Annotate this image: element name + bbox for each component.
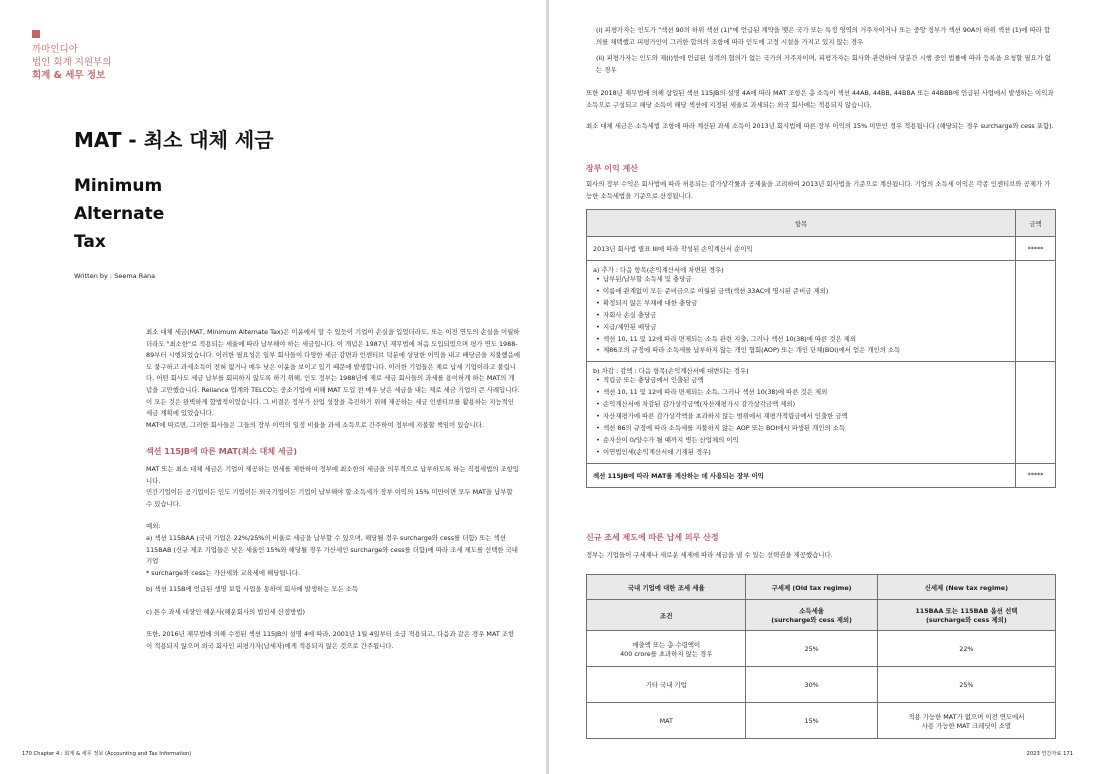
brand-square-icon (32, 30, 40, 38)
old-rate-cell: 25% (746, 631, 877, 667)
section-paragraph-2: 민간기업이든 공기업이든 인도 기업이든 외국기업이든 기업이 납부해야 할 소득세가 장부 이익의 15% 미만이면 모두 MAT을 납부할 수 있습니다. (146, 488, 513, 508)
paragraph-rate (586, 121, 1056, 133)
new-regime-paragraph-text: 정부는 기업들이 구세제나 새로운 세제에 따라 세금을 낼 수 있는 선택권을 제공했습니다. (586, 551, 833, 559)
book-profit-paragraph-text: 회사의 장부 수익은 회사법에 따라 허용되는 감가상각률과 공제율을 고려하여 2013년 회사법을 기준으로 계산됩니다. 기업의 소득세 이익은 각종 인센티브와 공제가 가능한 소득세법을 기준으로 산정됩니다. (586, 180, 1051, 200)
deductions-list (593, 375, 1009, 458)
new-rate-line: 22% (959, 644, 974, 653)
subheader-old-line2: (surcharge와 cess 제외) (771, 616, 852, 624)
tax-regime-table (586, 574, 1056, 739)
new-rate-cell (877, 667, 1055, 703)
old-rate-cell: 30% (746, 667, 877, 703)
column-header-item: 항목 (587, 210, 1016, 237)
list-item: • 지급/제안된 배당금 (593, 322, 1009, 334)
paragraph-2018 (586, 88, 1056, 111)
new-regime-paragraph (586, 550, 1056, 562)
brand-line-2: 법인 회계 지원부의 (32, 57, 112, 68)
book-profit-heading: 장부 이익 계산 (586, 164, 638, 173)
condition-ii: (ii) 피평가자는 인도와 제(i)항에 언급된 성격의 협의가 없는 국가의 거주자이며, 피평가자는 회사와 관련하여 당분간 시행 중인 법률에 따라 등록을 요청할 필요가 없는 경우 (596, 54, 1052, 74)
table-row (587, 237, 1056, 261)
additions-amount (1016, 261, 1056, 362)
list-item: • 순자산이 0/양수가 될 때까지 병든 산업체의 이익 (593, 435, 1009, 447)
right-page (549, 0, 1095, 774)
article-title-korean: MAT - 최소 대체 세금 (74, 128, 274, 152)
paragraph-rate-text: 최소 대체 세금은 소득세법 조항에 따라 계산된 과세 소득이 2013년 회사법에 따른 장부 이익의 15% 미만인 경우 적용됩니다 (해당되는 경우 surcharge와 cess 포함). (586, 122, 1054, 130)
brand-line-3: 회계 & 세무 정보 (32, 70, 106, 81)
list-item: • 섹션 10, 11 및 12에 따라 면제되는 소득, 그러나 섹션 10(38)에 따른 것은 제외 (593, 387, 1009, 399)
new-rate-cell (877, 631, 1055, 667)
brand-line-1: 까마인디아 (32, 44, 78, 55)
header-domestic-rate: 국내 기업에 대한 조세 세율 (587, 575, 746, 600)
subheader-old-line1: 소득세율 (799, 607, 824, 615)
deductions-cell (587, 362, 1016, 463)
author-byline: Written by : Seema Rana (74, 272, 156, 280)
subheader-old (746, 600, 877, 631)
new-regime-heading: 신규 조세 제도에 따른 납세 의무 산정 (586, 533, 719, 542)
intro-paragraph-2: MAT에 따르면, 그러한 회사들은 그들의 장부 이익의 일정 비율을 과세 소득으로 간주하여 정부에 지불할 책임이 있습니다. (146, 420, 484, 429)
publisher-brand (32, 30, 232, 82)
page-footer-right: 2023 연간자료 171 (1026, 751, 1073, 757)
deductions-title: b) 차감 : 감액 : 다음 항목(손익계산서에 대변되는 경우) (593, 367, 749, 376)
exception-c: c) 톤수 과세 대상인 해운사(해운회사의 법인세 산정방법) (146, 607, 305, 616)
condition-line: 400 crore를 초과하지 않는 경우 (620, 649, 713, 658)
list-item: • 섹션 10, 11 및 12에 따라 면제되는 소득 관련 지출, 그러나 섹션 10(38)에 따른 것은 제외 (593, 334, 1009, 346)
list-item: • 확정되지 않은 부채에 대한 충당금 (593, 298, 1009, 310)
list-item: • 제86조의 규정에 따라 소득세를 납부하지 않는 개인 협회(AOP) 또는 개인 단체(BOI)에서 얻은 개인의 소득 (593, 345, 1009, 357)
table-row (587, 667, 1056, 703)
explanation-4-paragraph: 또한, 2016년 재무법에 의해 수정된 섹션 115JB의 설명 4에 따라, 2001년 1월 4일부터 소급 적용되고, 다음과 같은 경우 MAT 조항이 적용되지 않으며 외국 회사인 피평가자(납세자)에게 적용되지 않은 것으로 간주됩니다. (146, 630, 515, 651)
row-book-profit-label: 섹션 115JB에 따라 MAT를 계산하는 데 사용되는 장부 이익 (587, 463, 1016, 487)
list-item: • 손익계산서에 차감된 감가상각금액(자산재평가시 감가상각금액 제외) (593, 399, 1009, 411)
subheader-new (877, 600, 1055, 631)
new-rate-cell (877, 703, 1055, 739)
row-net-profit-label: 2013년 회사법 별표 III에 따라 작성된 손익계산서 순이익 (587, 237, 1016, 261)
page-footer-left: 170 Chapter 4 : 회계 & 세무 정보 (Accounting and Tax Information) (22, 751, 192, 757)
row-book-profit-amount: ***** (1016, 463, 1056, 487)
condition-cell (587, 667, 746, 703)
title-en-line-1: Minimum (74, 176, 163, 196)
book-profit-table (586, 209, 1056, 488)
new-rate-line: 25% (959, 680, 974, 689)
left-page (0, 0, 546, 774)
list-item: • 납부된/납부할 소득세 및 충당금 (593, 274, 1009, 286)
list-item: • 자회사 손실 충당금 (593, 310, 1009, 322)
table-row (587, 463, 1056, 487)
exceptions-label: 예외: (146, 522, 161, 531)
header-old-regime: 구세제 (Old tax regime) (746, 575, 877, 600)
condition-cell (587, 703, 746, 739)
subheader-new-line2: (surcharge와 cess 제외) (926, 616, 1007, 624)
new-rate-line: 사용 가능한 MAT 크레딧이 소멸 (921, 721, 1012, 730)
row-net-profit-amount: ***** (1016, 237, 1056, 261)
left-body-column (146, 327, 520, 653)
additions-cell (587, 261, 1016, 362)
book-profit-paragraph (586, 179, 1056, 202)
additions-title: a) 추가 : 다음 항목(손익계산서에 차변된 경우) (593, 266, 724, 274)
new-rate-line: 적용 가능한 MAT가 없으며 이전 연도에서 (908, 712, 1025, 721)
exception-a: a) 섹션 115BAA (국내 기업은 22%/25%의 비율로 세금을 납부할 수 있으며, 해당될 경우 surcharge와 cess를 더함) 또는 섹션 115BAB (신규 제조 기업들은 낮은 세율인 15%와 해당될 경우 가산세인 surcharge와 cess를 더함)에 따라 조세 제도를 선택한 국내 기업 (146, 533, 518, 566)
table-subheader-row (587, 600, 1056, 631)
intro-paragraph-1: 최소 대체 세금(MAT, Minimum Alternate Tax)은 이윤에서 알 수 있듯이 기업이 손실을 입었더라도, 또는 이전 연도의 손실을 이월하더라도 "최소한"로 적용되는 세율에 따라 납부해야 하는 세금입니다. 이 개념은 1987년 재무법에 처음 도입되었으며 평가 연도 1988-89부터 시행되었습니다. 이러한 필요성은 일부 회사들이 다양한 세금 감면과 인센티브 덕분에 상당한 이익을 내고 배당금을 지불했음에도 불구하고 과세소득이 전혀 없거나 매우 낮은 이윤을 보이고 있기 때문에 발생합니다. 이러한 기업들은 제로 납세 기업이라고 불립니다. 어떤 회사도 세금 납부를 회피하지 않도록 하기 위해, 인도 정부는 1988년에 제로 세금 회사들의 과세를 용이하게 하는 MAT의 개념을 고안했습니다. Reliance 업계와 TELCO는 중소기업에 비해 MAT 도입 전 매우 낮은 세금을 내는 제로 세금 기업의 큰 사례입니다. 이 모든 것은 완벽하게 합법적이었습니다. 그 비결은 정부가 산업 성장을 촉진하기 위해 제공하는 세금 인센티브를 활용하는 지능적인 세금 계획에 있었습니다. (146, 328, 520, 418)
table-row (587, 362, 1056, 463)
section-heading-115jb: 섹션 115JB에 따른 MAT(최소 대체 세금) (146, 447, 298, 457)
column-header-amount: 금액 (1016, 210, 1056, 237)
list-item: • 이연법인세(손익계산서에 기재된 경우) (593, 447, 1009, 459)
list-item: • 이름에 관계없이 모든 준비금으로 이월된 금액(섹션 33AC에 명시된 준비금 제외) (593, 286, 1009, 298)
title-en-line-3: Tax (74, 232, 106, 252)
table-row (587, 703, 1056, 739)
subheader-condition: 조건 (587, 600, 746, 631)
old-rate-cell: 15% (746, 703, 877, 739)
list-item: • 자산재평가에 따른 감가상각액을 초과하지 않는 범위에서 재평가적립금에서 인출한 금액 (593, 411, 1009, 423)
condition-line: 기타 국내 기업 (645, 681, 687, 689)
article-title-english (74, 172, 274, 256)
list-item: • 적립금 또는 충당금에서 인출된 금액 (593, 375, 1009, 387)
section-paragraph-1: MAT 또는 최소 대체 세금은 기업이 제공하는 면세를 제한하여 정부에 최소한의 세금을 의무적으로 납부하도록 하는 직접세법의 조항입니다. (146, 464, 519, 485)
deductions-amount (1016, 362, 1056, 463)
exception-b: b) 섹션 115B에 언급된 생명 보험 사업을 통하여 회사에 발생하는 모든 소득 (146, 585, 359, 594)
condition-line: 매출액 또는 총 수령액이 (632, 640, 701, 649)
exception-note: * surcharge와 cess는 가산세와 교육세에 해당됩니다. (146, 568, 300, 577)
title-en-line-2: Alternate (74, 204, 165, 224)
conditions-list (586, 25, 1056, 76)
condition-cell (587, 631, 746, 667)
paragraph-2018-text: 또한 2018년 재무법에 의해 삽입된 섹션 115JB의 설명 4A에 따라 MAT 조항은 총 소득이 섹션 44AB, 44BB, 44BBA 또는 44BBB에 언급된 사업에서 발생하는 이익과 소득으로 구성되고 해당 소득이 해당 섹션에 지정된 세율로 과세되는 외국 회사에는 적용되지 않습니다. (586, 89, 1054, 109)
subheader-new-line1: 115BAA 또는 115BAB 옵션 선택 (915, 607, 1018, 615)
list-item: • 섹션 86의 규정에 따라 소득세를 지불하지 않는 AOP 또는 BOI에서 파생된 개인의 소득 (593, 423, 1009, 435)
condition-line: MAT (659, 716, 673, 725)
table-row (587, 261, 1056, 362)
additions-list (593, 274, 1009, 357)
table-row (587, 631, 1056, 667)
table-header-row (587, 210, 1056, 237)
table-header-row (587, 575, 1056, 600)
header-new-regime: 신세제 (New tax regime) (877, 575, 1055, 600)
condition-i: (i) 피평가자는 인도가 "섹션 90의 하위 섹션 (1)"에 언급된 계약을 맺은 국가 또는 특정 영역의 거주자이거나 또는 중앙 정부가 섹션 90A의 하위 섹션 (1)에 따라 합의를 채택했고 피평가인이 그러한 합의의 조항에 따라 인도에 고정 시설을 가지고 있지 않는 경우 (596, 26, 1051, 46)
